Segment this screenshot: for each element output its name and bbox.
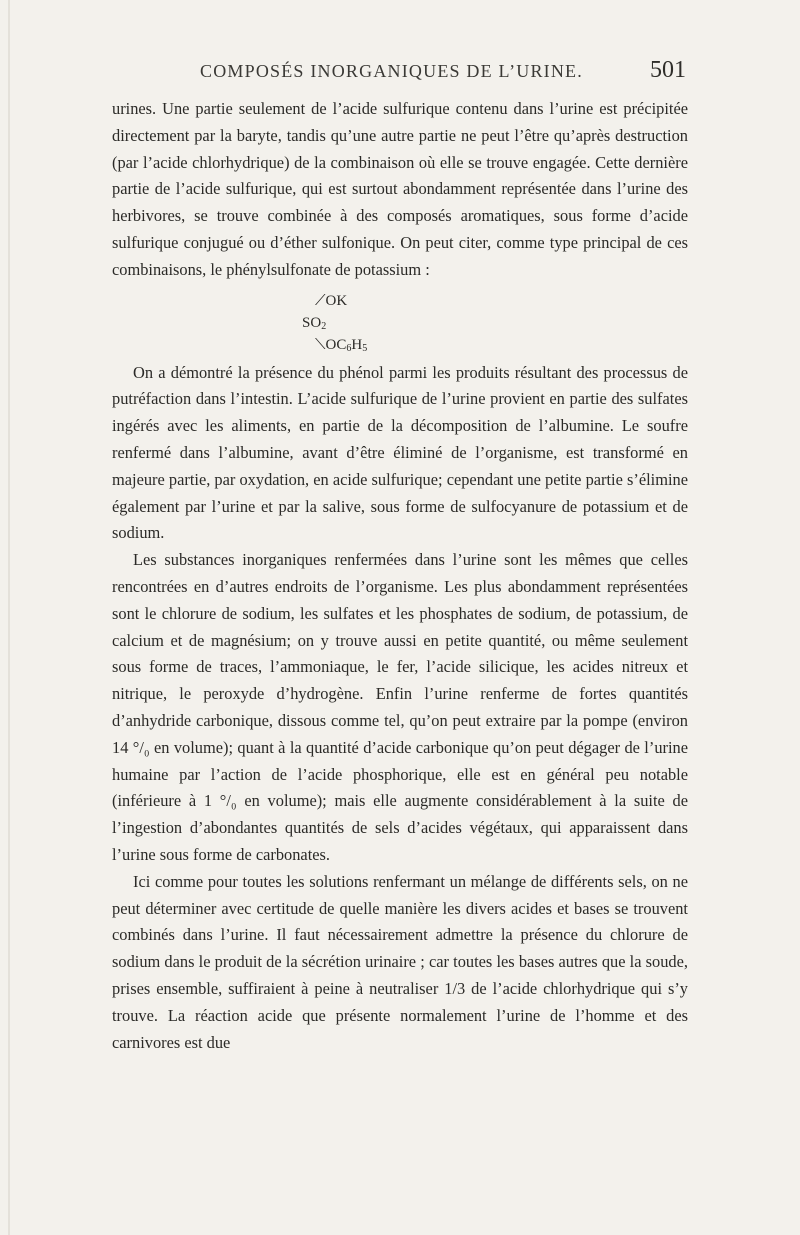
page-number: 501 bbox=[650, 57, 686, 83]
formula-line-so2: $SO_2$ bbox=[302, 314, 327, 332]
paragraph-1: urines. Une partie seulement de l’acide sulfurique contenu dans l’urine est précipitée directement par la baryte, tandis qu’une autre partie ne peut l’être qu’après destruction (par l’acide chlorhydrique) de la combinaison où elle se trouve engagée. Cette dernière partie de l’acide sulfurique, qui est surtout abondamment représentée dans l’urine des herbivores, se trouve combinée à des composés aromatiques, sous forme d’acide sulfurique conjugué ou d’éther sulfonique. On peut citer, comme type principal de ces combinaisons, le phénylsulfonate de potassium : bbox=[112, 99, 688, 279]
paragraph-3: Les substances inorganiques renfermées dans l’urine sont les mêmes que celles rencontrées en d’autres endroits de l’organisme. Les plus abondamment représentées sont le chlorure de sodium, les sulfates et les phosphates de sodium, de potassium, de calcium et de magnésium; on y trouve aussi en petite quantité, ou même seulement sous forme de traces, l’ammoniaque, le fer, l’acide silicique, les acides nitreux et nitrique, le peroxyde d’hydrogène. Enfin l’urine renferme de fortes quantités d’anhydride carbonique, dissous comme tel, qu’on peut extraire par la pompe (environ 14 °/₀ en volume); quant à la quantité d’acide carbonique qu’on peut dégager de l’urine humaine par l’action de l’acide phosphorique, elle est en général peu notable (inférieure à 1 °/₀ en volume); mais elle augmente considérablement à la suite de l’ingestion d’abondantes quantités de sels d’acides végétaux, qui apparaissent dans l’urine sous forme de carbonates. bbox=[112, 550, 688, 864]
page-header bbox=[112, 57, 686, 89]
formula-line-ok: ⟋OK bbox=[315, 292, 348, 309]
chemical-formula-phenylsulfonate bbox=[112, 288, 688, 358]
paragraph-4: Ici comme pour toutes les solutions renfermant un mélange de différents sels, on ne peut déterminer avec certitude de quelle manière les divers acides et bases se trouvent combinés dans l’urine. Il faut nécessairement admettre la présence du chlorure de sodium dans le produit de la sécrétion urinaire ; car toutes les bases autres que la soude, prises ensemble, suffiraient à peine à neutraliser 1/3 de l’acide chlorhydrique qui s’y trouve. La réaction acide que présente normalement l’urine de l’homme et des carnivores est due bbox=[112, 871, 688, 1052]
page-edge-shadow bbox=[8, 0, 10, 1235]
formula-line-oc6h5: $⟍OC_6H_5$ bbox=[315, 336, 368, 354]
body-text bbox=[112, 96, 688, 1056]
paragraph-2: On a démontré la présence du phénol parmi les produits résultant des processus de putréfaction dans l’intestin. L’acide sulfurique de l’urine provient en partie des sulfates ingérés avec les aliments, en partie de la décomposition de l’albumine. Le soufre renfermé dans l’albumine, avant d’être éliminé de l’organisme, est transformé en majeure partie, par oxydation, en acide sulfurique; cependant une petite partie s’élimine également par l’urine et par la salive, sous forme de sulfocyanure de potassium et de sodium. bbox=[112, 362, 688, 543]
running-title: COMPOSÉS INORGANIQUES DE L’URINE. bbox=[200, 61, 583, 81]
